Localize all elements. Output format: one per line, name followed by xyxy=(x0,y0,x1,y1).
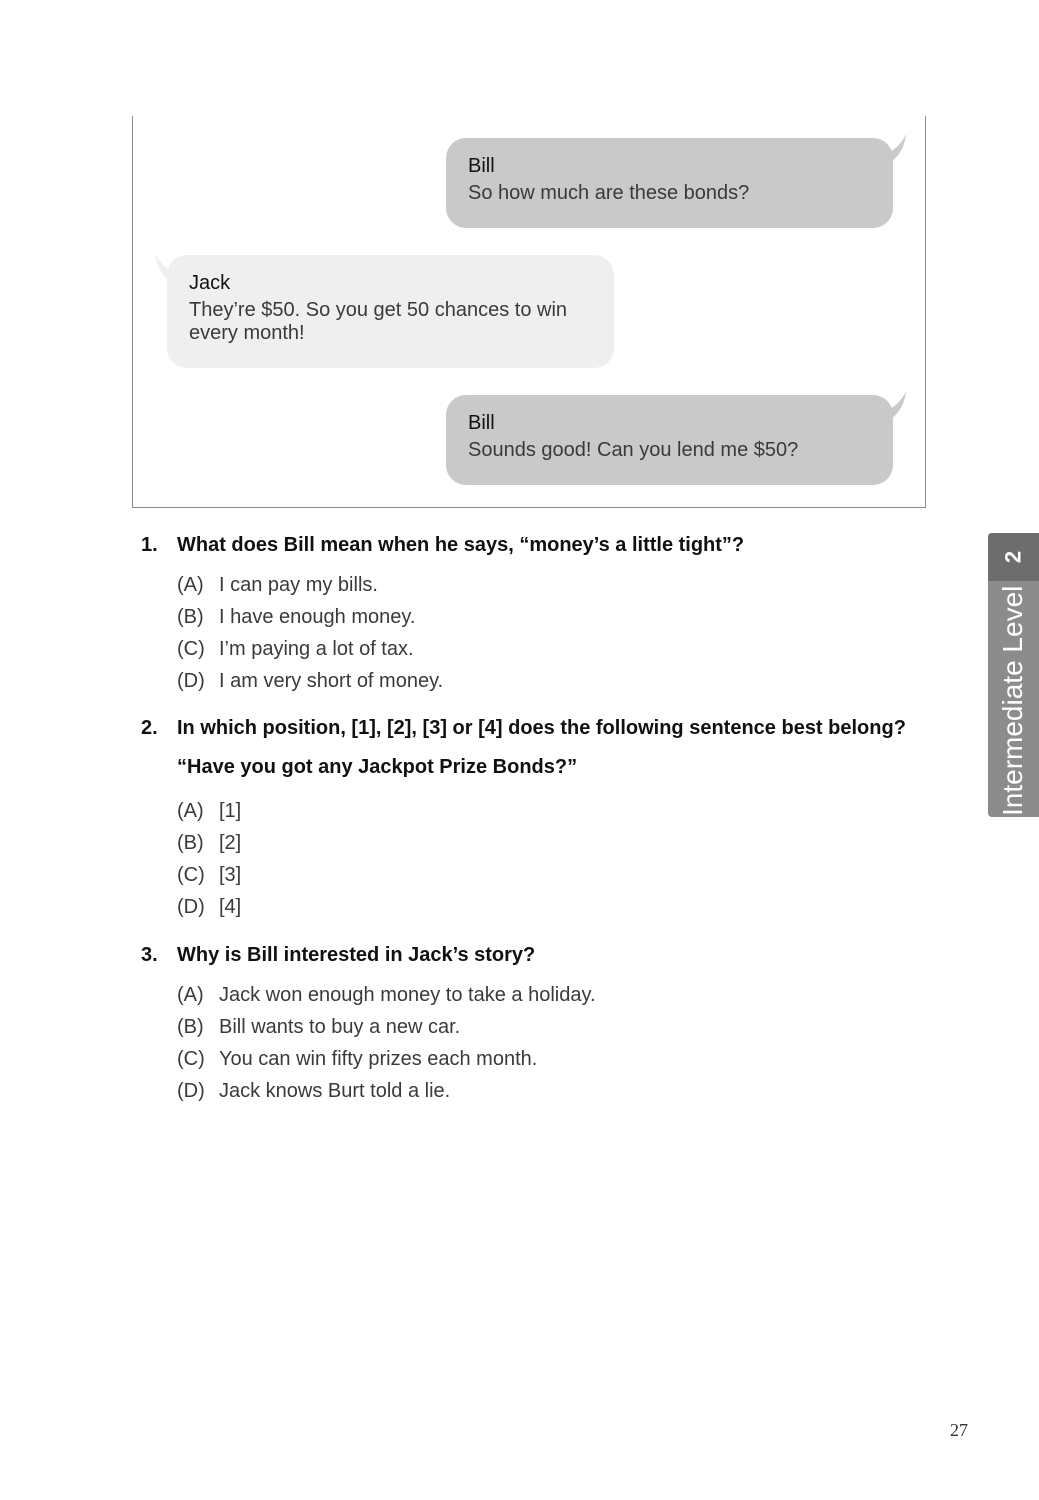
question-2-quote xyxy=(177,756,577,779)
dialogue-frame xyxy=(132,116,926,508)
bubble-tail-right-1 xyxy=(878,134,908,164)
option-3a[interactable] xyxy=(177,984,596,1007)
option-text: I have enough money. xyxy=(219,606,416,628)
level-label: Intermediate Level xyxy=(997,585,1028,816)
question-3 xyxy=(141,944,535,967)
bubble-tail-right-2 xyxy=(878,391,908,421)
option-label: (A) xyxy=(177,574,204,596)
option-label: (A) xyxy=(177,984,204,1006)
speaker-name: Bill xyxy=(468,412,495,434)
option-3b[interactable] xyxy=(177,1016,460,1039)
bubble-tail-left xyxy=(153,253,183,283)
option-text: [1] xyxy=(219,800,242,822)
option-1b[interactable] xyxy=(177,606,415,629)
level-side-tab xyxy=(988,533,1039,817)
option-label: (B) xyxy=(177,832,204,854)
chat-message: So how much are these bonds? xyxy=(468,182,750,204)
level-number: 2 xyxy=(1000,550,1026,564)
option-label: (D) xyxy=(177,896,205,918)
option-label: (C) xyxy=(177,638,205,660)
option-text: Bill wants to buy a new car. xyxy=(219,1016,461,1038)
option-label: (B) xyxy=(177,1016,204,1038)
option-3c[interactable] xyxy=(177,1048,537,1071)
option-text: [3] xyxy=(219,864,242,886)
page-number: 27 xyxy=(950,1420,968,1440)
option-1c[interactable] xyxy=(177,638,414,661)
chat-message: Sounds good! Can you lend me $50? xyxy=(468,439,799,461)
chat-bubble-jack xyxy=(167,255,614,368)
option-2b[interactable] xyxy=(177,832,241,855)
question-text: What does Bill mean when he says, “money’s a little tight”? xyxy=(177,534,745,556)
chat-bubble-bill-1 xyxy=(446,138,893,228)
option-label: (C) xyxy=(177,1048,205,1070)
quoted-sentence: “Have you got any Jackpot Prize Bonds?” xyxy=(177,756,578,778)
option-text: You can win fifty prizes each month. xyxy=(219,1048,538,1070)
option-text: I am very short of money. xyxy=(219,670,444,692)
question-2 xyxy=(141,717,906,740)
option-2d[interactable] xyxy=(177,896,241,919)
speaker-name: Bill xyxy=(468,155,495,177)
option-1d[interactable] xyxy=(177,670,443,693)
option-1a[interactable] xyxy=(177,574,378,597)
option-2a[interactable] xyxy=(177,800,241,823)
option-text: Jack knows Burt told a lie. xyxy=(219,1080,451,1102)
question-text: Why is Bill interested in Jack’s story? xyxy=(177,944,536,966)
option-label: (D) xyxy=(177,670,205,692)
option-2c[interactable] xyxy=(177,864,241,887)
question-number: 2. xyxy=(141,717,158,739)
option-label: (B) xyxy=(177,606,204,628)
question-text: In which position, [1], [2], [3] or [4] does the following sentence best belong? xyxy=(177,717,906,739)
option-label: (A) xyxy=(177,800,204,822)
chat-message: They’re $50. So you get 50 chances to win every month! xyxy=(189,299,568,344)
option-text: I can pay my bills. xyxy=(219,574,378,596)
option-text: [4] xyxy=(219,896,242,918)
option-text: I’m paying a lot of tax. xyxy=(219,638,414,660)
question-number: 1. xyxy=(141,534,158,556)
question-1 xyxy=(141,534,744,557)
option-label: (D) xyxy=(177,1080,205,1102)
option-text: [2] xyxy=(219,832,242,854)
chat-bubble-bill-2 xyxy=(446,395,893,485)
option-label: (C) xyxy=(177,864,205,886)
option-text: Jack won enough money to take a holiday. xyxy=(219,984,596,1006)
speaker-name: Jack xyxy=(189,272,231,294)
option-3d[interactable] xyxy=(177,1080,450,1103)
question-number: 3. xyxy=(141,944,158,966)
